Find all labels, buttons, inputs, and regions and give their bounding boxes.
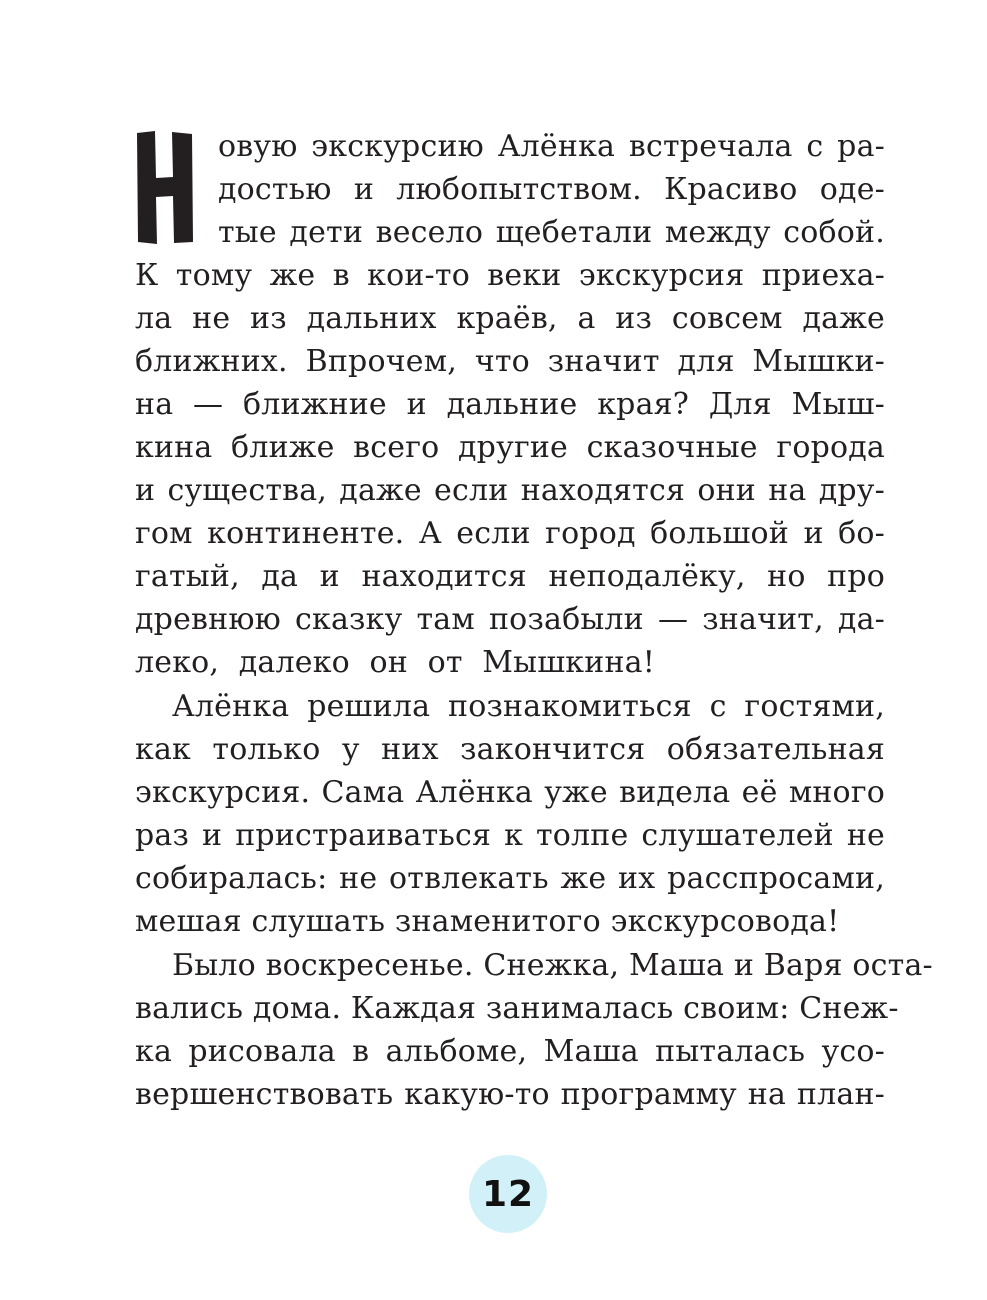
page-number-badge — [469, 1155, 547, 1233]
text-line: достью и любопытством. Красиво оде- — [218, 172, 885, 207]
text-line: овую экскурсию Алёнка встречала с ра- — [218, 129, 885, 164]
text-line: ка рисовала в альбоме, Маша пыталась усо- — [135, 1034, 885, 1069]
text-line: мешая слушать знаменитого экскурсовода! — [135, 904, 840, 939]
text-line: Алёнка решила познакомиться с гостями, — [172, 689, 885, 724]
text-line: вершенствовать какую-то программу на план- — [135, 1077, 885, 1112]
text-line: кина ближе всего другие сказочные города — [135, 430, 885, 465]
text-line: К тому же в кои-то веки экскурсия приеха- — [135, 258, 885, 293]
text-line: ла не из дальних краёв, а из совсем даже — [135, 301, 885, 336]
text-line: раз и пристраиваться к толпе слушателей не — [135, 818, 885, 853]
text-line: экскурсия. Сама Алёнка уже видела её много — [135, 775, 885, 810]
text-line: на — ближние и дальние края? Для Мыш- — [135, 387, 885, 422]
text-line: вались дома. Каждая занималась своим: Снеж- — [135, 991, 899, 1026]
text-line: и существа, даже если находятся они на дру- — [135, 473, 885, 508]
text-line: ближних. Впрочем, что значит для Мышки- — [135, 344, 885, 379]
drop-cap-text — [135, 130, 195, 245]
text-line: как только у них закончится обязательная — [135, 732, 885, 767]
text-line: древнюю сказку там позабыли — значит, да- — [135, 602, 885, 637]
text-line: собиралась: не отвлекать же их расспросами, — [135, 861, 885, 896]
text-line: леко, далеко он от Мышкина! — [135, 645, 655, 680]
text-line: тые дети весело щебетали между собой. — [218, 215, 885, 250]
text-line: Было воскресенье. Снежка, Маша и Варя оста- — [172, 948, 933, 983]
page-number: 12 — [481, 1173, 535, 1215]
text-line: гатый, да и находится неподалёку, но про — [135, 559, 885, 594]
text-line: гом континенте. А если город большой и бо- — [135, 516, 885, 551]
